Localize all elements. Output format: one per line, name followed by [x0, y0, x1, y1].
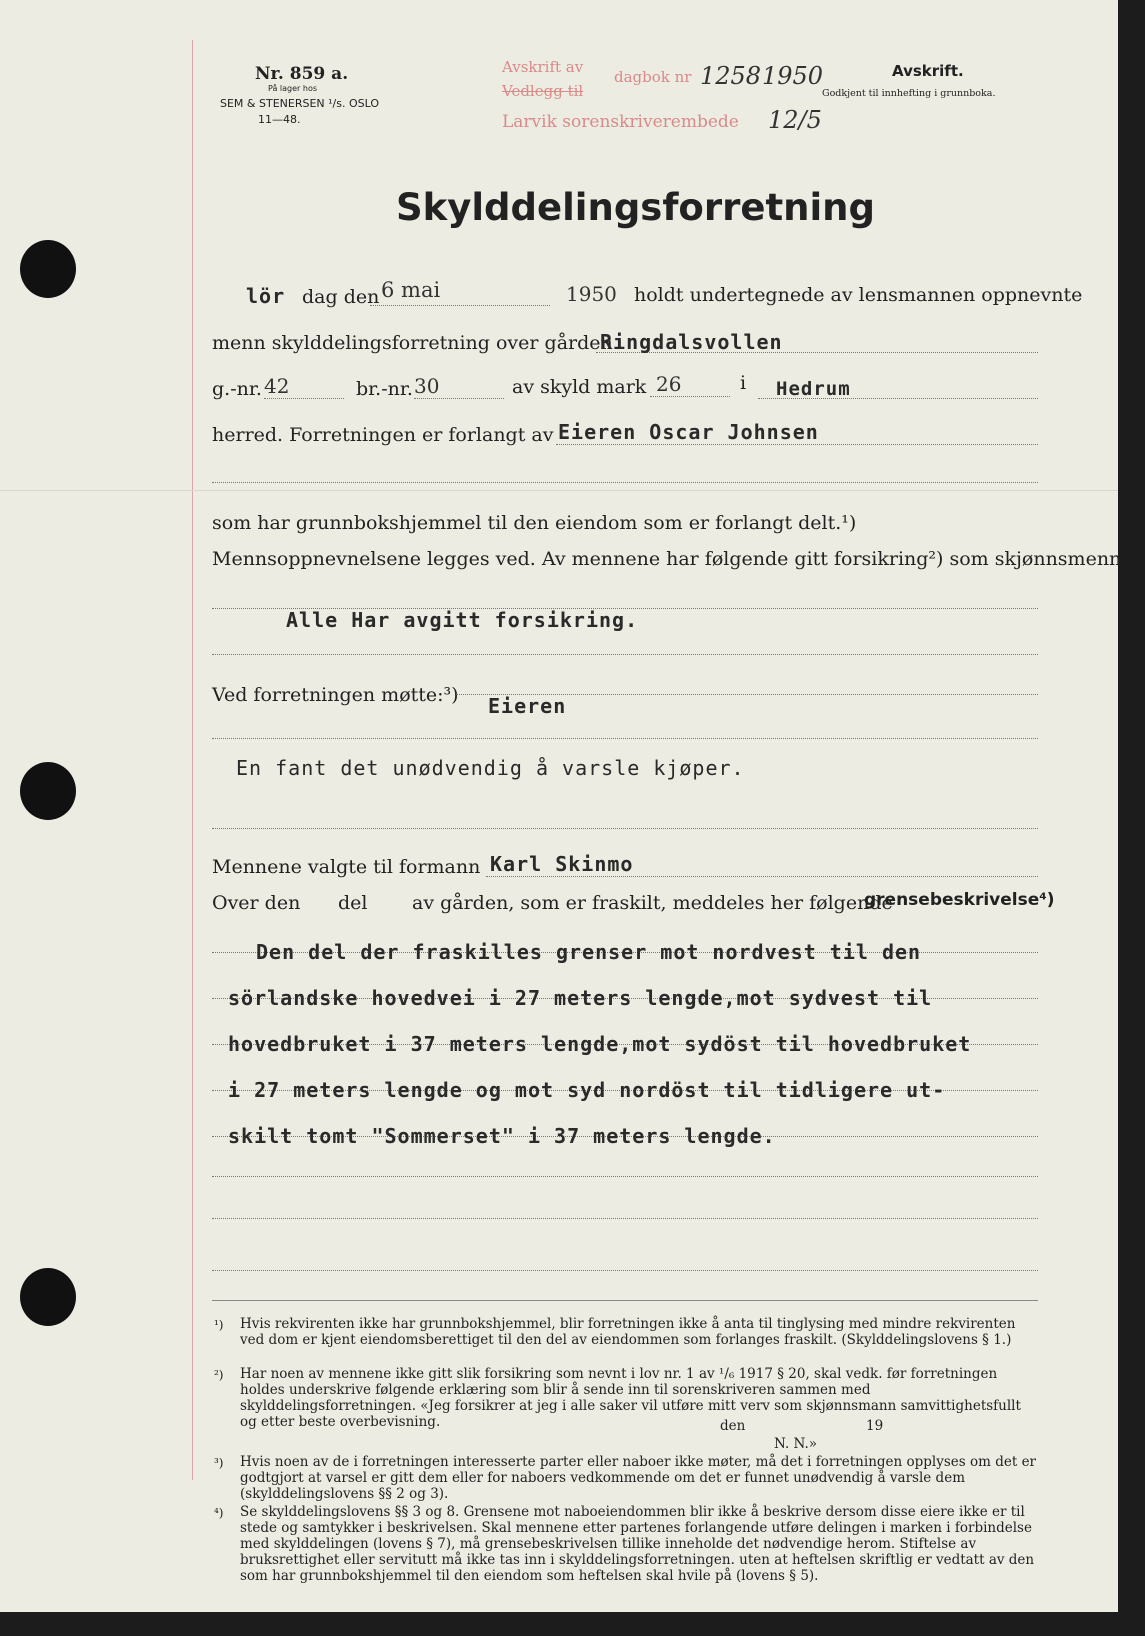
- dag-den-label: dag den: [302, 286, 380, 308]
- stamp-avskrift-av: Avskrift av: [502, 58, 584, 76]
- form-number: Nr. 859 a.: [255, 64, 349, 84]
- footnote-4: Se skylddelingslovens §§ 3 og 8. Grensene mot naboeiendommen blir ikke å beskrive dersom disse eiere ikke er til stede og samtykker i beskrivelsen. Skal mennene etter partenes forlangende utføre delingen i marken i forbindelse med skylddelingen (lovens § 7), må grensebeskrivelsen tillike inneholde det nødvendige herom. Stiftelse av bruksrettighet eller servitutt må ikke tas inn i skylddelingsforretningen. uten at heftelsen skriftlig er vedtatt av den som har grunnbokshjemmel til den eiendom som heftelsen skal hvile på (lovens § 5).: [240, 1504, 1035, 1584]
- publisher-name: SEM & STENERSEN ¹/s. OSLO: [220, 97, 380, 110]
- footnote-3-mark: ³): [214, 1456, 224, 1470]
- description-line: skilt tomt "Sommerset" i 37 meters lengde.: [228, 1124, 776, 1148]
- skyld-value: 26: [656, 372, 682, 396]
- footnote-4-mark: ⁴): [214, 1506, 224, 1520]
- footnote-2-den: den: [720, 1418, 746, 1434]
- footnote-1: Hvis rekvirenten ikke har grunnbokshjemmel, blir forretningen ikke å anta til tinglysing med mindre rekvirenten ved dom er kjent eiendomsberettiget til den del av eiendommen som forlanges fraskilt. (Skylddelingslovens § 1.): [240, 1316, 1016, 1348]
- footnote-2-mark: ²): [214, 1368, 224, 1382]
- formann-label: Mennene valgte til formann: [212, 856, 481, 878]
- formann-value: Karl Skinmo: [490, 852, 634, 876]
- footnote-2-year: 19: [866, 1418, 884, 1434]
- intro-text: holdt undertegnede av lensmannen oppnevnte: [634, 284, 1083, 306]
- i-label: i: [740, 372, 747, 394]
- stamp-office: Larvik sorenskriverembede: [502, 112, 739, 132]
- skyld-label: av skyld mark: [512, 376, 647, 398]
- gnr-value: 42: [264, 374, 290, 398]
- footnote-3: Hvis noen av de i forretningen interesserte parter eller naboer ikke møter, må det i forretningen opplyses om det er godtgjort at varsel er gitt dem eller for naboers vedkommende om det er funnet unødvendig å varsle dem (skylddelingslovens §§ 2 og 3).: [240, 1454, 1037, 1502]
- margin-rule: [192, 40, 193, 1480]
- document-title: Skylddelingsforretning: [396, 186, 875, 229]
- varsle-value: En fant det unødvendig å varsle kjøper.: [236, 756, 745, 780]
- requester-label: herred. Forretningen er forlangt av: [212, 424, 554, 446]
- punch-hole-middle: [20, 762, 76, 820]
- year-value: 1950: [566, 282, 617, 306]
- stamp-vedlegg-til: Vedlegg til: [502, 82, 584, 100]
- over-den-label: Over den: [212, 892, 301, 914]
- description-line: sörlandske hovedvei i 27 meters lengde,mot sydvest til: [228, 986, 933, 1010]
- publisher-line: På lager hos: [268, 84, 317, 93]
- farm-name: Ringdalsvollen: [600, 330, 783, 354]
- grensebeskrivelse-label: grensebeskrivelse⁴): [864, 890, 1055, 910]
- avskrift-label: Avskrift.: [892, 62, 964, 80]
- footnote-2: Har noen av mennene ikke gitt slik forsikring som nevnt i lov nr. 1 av ¹/₆ 1917 § 20, skal vedk. før forretningen holdes underskrive følgende erklæring som blir å sende inn til sorenskriveren sammen med skylddelingsforretningen. «Jeg forsikrer at jeg i alle saker vil utføre mitt verv som skjønnsmann samvittighetsfullt og etter beste overbevisning.: [240, 1366, 1021, 1430]
- stamp-year: 1950: [762, 62, 824, 90]
- requester-value: Eieren Oscar Johnsen: [558, 420, 819, 444]
- description-line: hovedbruket i 37 meters lengde,mot sydöst til hovedbruket: [228, 1032, 972, 1056]
- stamp-dagbok: dagbok nr: [614, 68, 692, 86]
- motte-label: Ved forretningen møtte:³): [212, 684, 459, 706]
- brnr-value: 30: [414, 374, 440, 398]
- description-line: Den del der fraskilles grenser mot nordvest til den: [256, 940, 922, 964]
- del-label: del: [338, 892, 368, 914]
- municipality-value: Hedrum: [776, 378, 851, 400]
- footnote-1-mark: ¹): [214, 1318, 224, 1332]
- footnote-2-sign: N. N.»: [774, 1436, 818, 1452]
- farm-label: menn skylddelingsforretning over gården: [212, 332, 613, 354]
- paper-fold: [0, 490, 1118, 491]
- gnr-label: g.-nr.: [212, 378, 262, 400]
- dagbok-number: 1258: [700, 62, 762, 90]
- description-line: i 27 meters lengde og mot syd nordöst til tidligere ut-: [228, 1078, 946, 1102]
- motte-value: Eieren: [488, 694, 567, 718]
- brnr-label: br.-nr.: [356, 378, 413, 400]
- punch-hole-bottom: [20, 1268, 76, 1326]
- approval-text: Godkjent til innhefting i grunnboka.: [822, 88, 996, 99]
- weekday-value: lör: [246, 284, 286, 308]
- punch-hole-top: [20, 240, 76, 298]
- handwritten-date: 12/5: [768, 106, 822, 134]
- footnote-divider: [212, 1300, 1038, 1301]
- date-value: 6 mai: [381, 278, 441, 302]
- publisher-date: 11—48.: [258, 113, 301, 126]
- menn-text: Mennsoppnevnelsene legges ved. Av mennene har følgende gitt forsikring²) som skjønnsmenn: [212, 548, 1122, 570]
- grunnbok-text: som har grunnbokshjemmel til den eiendom som er forlangt delt.¹): [212, 512, 857, 534]
- forsikring-value: Alle Har avgitt forsikring.: [286, 608, 639, 632]
- over-rest-text: av gården, som er fraskilt, meddeles her følgende: [412, 892, 893, 914]
